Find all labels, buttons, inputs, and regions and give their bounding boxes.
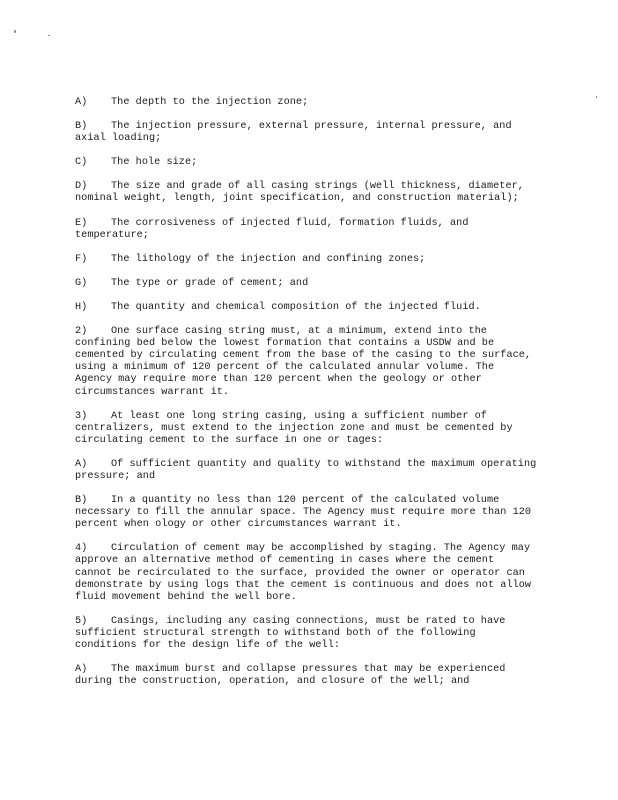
paragraph-text: The lithology of the injection and confining zones; xyxy=(111,253,426,265)
paragraph-marker: F) xyxy=(75,253,88,265)
paragraph-marker: 5) xyxy=(75,615,88,627)
paragraph xyxy=(75,616,537,652)
paragraph xyxy=(75,97,537,109)
paragraph xyxy=(75,278,537,290)
paragraph-marker: B) xyxy=(75,121,88,133)
paragraph-text: The size and grade of all casing strings (well thickness, diameter, nominal weight, length, joint specification, and construction material); xyxy=(75,181,524,205)
paragraph xyxy=(75,326,537,399)
paragraph-text: Of sufficient quantity and quality to withstand the maximum operating pressure; and xyxy=(75,458,537,482)
paragraph-marker: 3) xyxy=(75,410,88,422)
paragraph-marker: E) xyxy=(75,217,88,229)
paragraph xyxy=(75,254,537,266)
paragraph-text: The corrosiveness of injected fluid, formation fluids, and temperature; xyxy=(75,217,469,241)
document-text xyxy=(75,97,537,700)
paragraph xyxy=(75,218,537,242)
paragraph-marker: A) xyxy=(75,664,88,676)
paragraph-text: The maximum burst and collapse pressures that may be experienced during the construction, operation, and closure of the well; and xyxy=(75,664,506,688)
paragraph-marker: C) xyxy=(75,157,88,169)
scan-speck xyxy=(14,30,16,33)
paragraph-text: The quantity and chemical composition of the injected fluid. xyxy=(111,301,481,313)
paragraph-marker: A) xyxy=(75,458,88,470)
paragraph-text: The hole size; xyxy=(111,157,198,169)
paragraph xyxy=(75,411,537,447)
paragraph-marker: B) xyxy=(75,495,88,507)
paragraph-text: One surface casing string must, at a minimum, extend into the confining bed below the lowest formation that contains a USDW and be cemented by circulating cement from the base of the casing to the surface, using a minimum of 120 percent of the calculated annular volume. The Agency may require more than 120 percent when the geology or other circumstances warrant it. xyxy=(75,326,532,398)
paragraph-marker: D) xyxy=(75,181,88,193)
scan-speck xyxy=(48,35,50,36)
paragraph-text: Casings, including any casing connections, must be rated to have sufficient structural strength to withstand both of the following conditions for the design life of the well: xyxy=(75,615,506,651)
paragraph xyxy=(75,543,537,603)
paragraph-text: The type or grade of cement; and xyxy=(111,277,309,289)
paragraph-text: Circulation of cement may be accomplished by staging. The Agency may approve an alternative method of cementing in cases where the cement cannot be recirculated to the surface, provided the owner or operator can demonstrate by using logs that the cement is continuous and does not allow fluid movement behind the well bore. xyxy=(75,543,532,603)
paragraph-text: The injection pressure, external pressure, internal pressure, and axial loading; xyxy=(75,121,512,145)
paragraph-text: The depth to the injection zone; xyxy=(111,97,309,108)
paragraph-marker: 2) xyxy=(75,326,88,338)
paragraph xyxy=(75,181,537,205)
paragraph xyxy=(75,495,537,531)
paragraph xyxy=(75,121,537,145)
paragraph-text: In a quantity no less than 120 percent of the calculated volume necessary to fill the annular space. The Agency must require more than 120 percent when ology or other circumstances warrant it. xyxy=(75,495,532,531)
paragraph xyxy=(75,664,537,688)
paragraph-text: At least one long string casing, using a sufficient number of centralizers, must extend to the injection zone and must be cemented by circulating cement to the surface in one or tages: xyxy=(75,410,513,446)
paragraph-marker: H) xyxy=(75,301,88,313)
paragraph-marker: A) xyxy=(75,97,88,108)
paragraph xyxy=(75,302,537,314)
paragraph xyxy=(75,157,537,169)
paragraph-marker: 4) xyxy=(75,543,88,555)
paragraph-marker: G) xyxy=(75,277,88,289)
paragraph xyxy=(75,459,537,483)
scan-speck xyxy=(596,96,597,98)
